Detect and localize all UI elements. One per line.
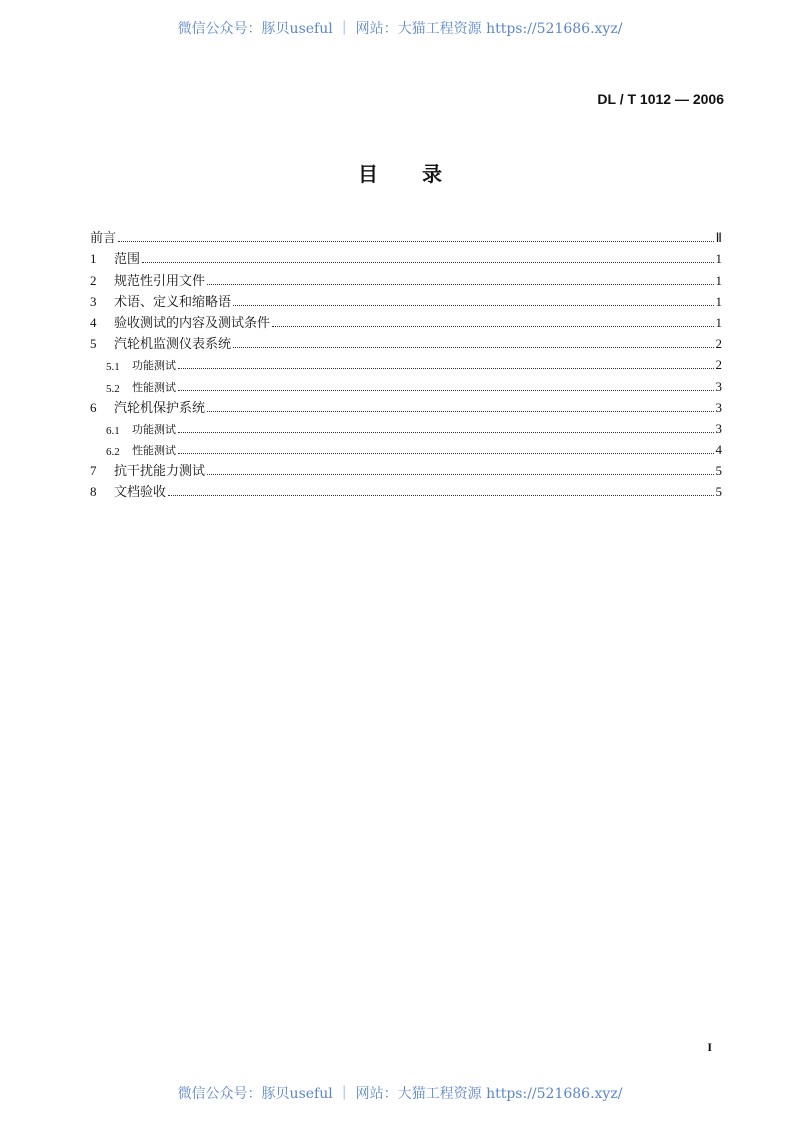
- toc-leader-dots: [207, 411, 713, 412]
- toc-entry[interactable]: [90, 310, 722, 331]
- toc-entry-label: 功能测试: [132, 422, 176, 436]
- toc-entry-page: 5: [715, 484, 722, 500]
- toc-entry-label: 范围: [114, 252, 141, 268]
- toc-leader-dots: [233, 347, 713, 348]
- toc-entry[interactable]: [90, 352, 722, 373]
- toc-entry[interactable]: [90, 331, 722, 352]
- toc-entry-number: 2: [90, 272, 97, 288]
- toc-entry-number: 6.1: [106, 424, 120, 437]
- toc-entry[interactable]: [90, 373, 722, 394]
- toc-entry-label: 前言: [90, 231, 117, 247]
- toc-entry-page: 3: [715, 420, 722, 436]
- toc-entry-page: 1: [715, 272, 722, 288]
- toc-entry-number: 7: [90, 463, 97, 479]
- toc-entry-number: 5: [90, 336, 97, 352]
- toc-entry[interactable]: [90, 416, 722, 437]
- toc-entry-label: 功能测试: [132, 359, 176, 373]
- toc-entry-page: 3: [715, 378, 722, 394]
- toc-leader-dots: [178, 368, 714, 369]
- toc-entry-number: 5.1: [106, 361, 120, 374]
- watermark-top: 微信公众号：豚贝useful ｜ 网站：大猫工程资源 https://521686.xyz/: [177, 21, 623, 37]
- toc-entry-number: 6.2: [106, 446, 120, 459]
- toc-entry-number: 6: [90, 399, 97, 415]
- toc-entry-page: 4: [715, 442, 722, 458]
- toc-entry-label: 抗干扰能力测试: [114, 464, 206, 480]
- toc-entry-number: 5.2: [106, 382, 120, 395]
- toc-leader-dots: [168, 495, 713, 496]
- watermark-bottom: 微信公众号：豚贝useful ｜ 网站：大猫工程资源 https://521686.xyz/: [177, 1086, 623, 1102]
- page-number: I: [707, 1040, 712, 1054]
- toc-entry[interactable]: [90, 246, 722, 267]
- table-of-contents: [90, 225, 722, 500]
- toc-entry[interactable]: [90, 225, 722, 246]
- toc-leader-dots: [178, 432, 714, 433]
- toc-entry-label: 术语、定义和缩略语: [114, 294, 232, 310]
- toc-leader-dots: [178, 453, 714, 454]
- toc-leader-dots: [207, 284, 713, 285]
- toc-leader-dots: [142, 262, 713, 263]
- standard-number: DL / T 1012 — 2006: [597, 91, 724, 107]
- toc-entry-label: 性能测试: [132, 444, 176, 458]
- toc-leader-dots: [178, 390, 714, 391]
- toc-entry-page: 3: [715, 399, 722, 415]
- toc-entry-label: 性能测试: [132, 380, 176, 394]
- toc-entry-label: 汽轮机保护系统: [114, 400, 206, 416]
- toc-entry[interactable]: [90, 437, 722, 458]
- toc-entry-page: 5: [715, 463, 722, 479]
- toc-entry-number: 1: [90, 251, 97, 267]
- toc-leader-dots: [118, 241, 714, 242]
- toc-entry-page: 1: [715, 314, 722, 330]
- toc-entry-page: 1: [715, 293, 722, 309]
- toc-entry-page: Ⅱ: [715, 230, 722, 246]
- toc-entry-number: 3: [90, 293, 97, 309]
- toc-entry-label: 规范性引用文件: [114, 273, 206, 289]
- toc-entry[interactable]: [90, 267, 722, 288]
- toc-entry[interactable]: [90, 289, 722, 310]
- toc-entry[interactable]: [90, 395, 722, 416]
- toc-entry-number: 8: [90, 484, 97, 500]
- toc-leader-dots: [272, 326, 713, 327]
- toc-entry[interactable]: [90, 458, 722, 479]
- toc-entry-page: 2: [715, 336, 722, 352]
- toc-entry-page: 2: [715, 357, 722, 373]
- toc-leader-dots: [233, 305, 713, 306]
- page-title: 目录: [358, 162, 486, 186]
- toc-entry[interactable]: [90, 479, 722, 500]
- toc-entry-label: 验收测试的内容及测试条件: [114, 315, 271, 331]
- toc-entry-label: 文档验收: [114, 485, 167, 501]
- toc-entry-label: 汽轮机监测仪表系统: [114, 337, 232, 353]
- toc-entry-page: 1: [715, 251, 722, 267]
- toc-entry-number: 4: [90, 314, 97, 330]
- toc-leader-dots: [207, 474, 713, 475]
